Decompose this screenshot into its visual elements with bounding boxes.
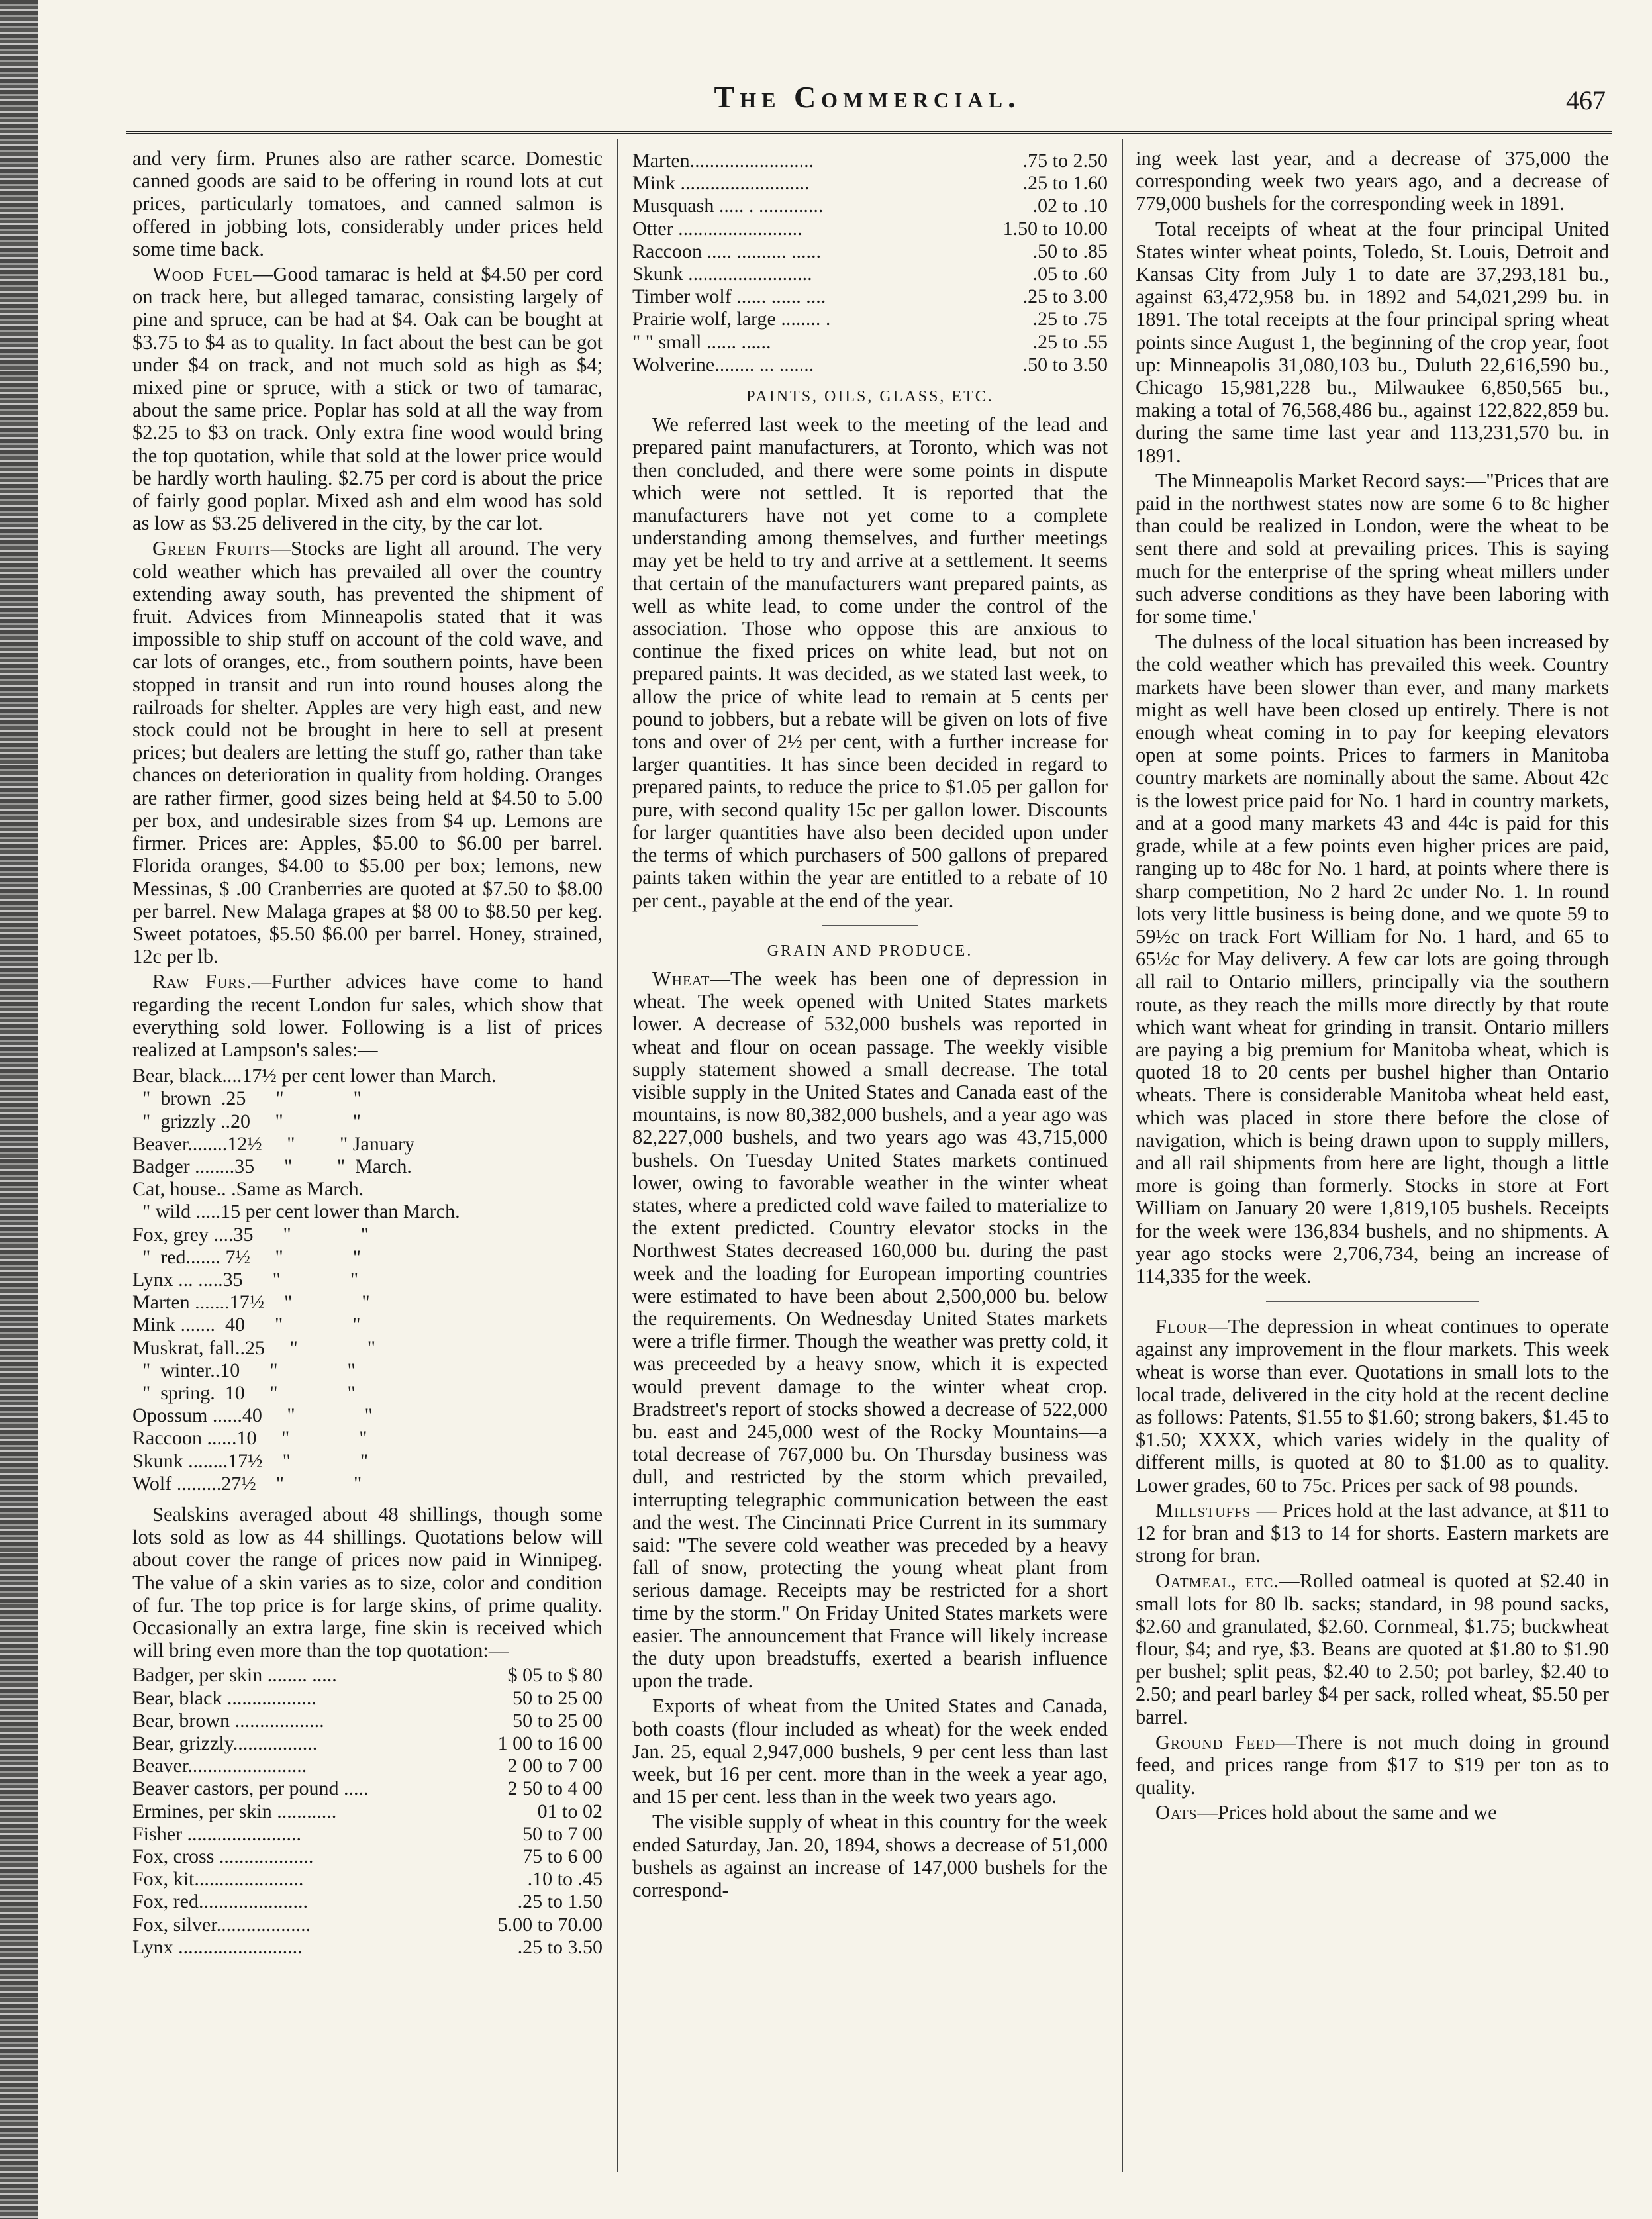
fur-price: 50 to 7 00 <box>522 1822 603 1845</box>
column-divider <box>617 139 618 2172</box>
fur-price-table <box>132 1664 603 1959</box>
price-row <box>632 263 1108 285</box>
paragraph-receipts: Total receipts of wheat at the four principal United States winter wheat points, Toledo, St. Louis, Detroit and Kansas City from July 1 to date are 37,293,181 bu., against 63,472,958 bu. in 1892 and 54,021,299 bu. in 1891. The total receipts at the four principal spring wheat points since August 1, the beginning of the crop year, foot up: Minneapolis 31,080,103 bu., Duluth 22,616,590 bu., Chicago 15,981,228 bu., Milwaukee 6,850,565 bu., making a total of 76,568,486 bu., against 122,822,859 bu. during the same time last year and 113,231,570 bu. in 1891. <box>1136 217 1609 467</box>
column-divider <box>1122 139 1123 2172</box>
section-lead: Wood Fuel <box>152 263 254 286</box>
price-row <box>632 331 1108 354</box>
fur-name: Marten......................... <box>632 150 814 172</box>
paragraph-text: —Stocks are light all around. The very cold weather which has prevailed all over the country extending away south, has prevented the shipment of fruit. Advices from Minneapolis stated that it was impossible to ship stuff on account of the cold wave, and car lots of oranges, etc., from southern points, have been stopped in transit and run into round houses along the railroads for shelter. Apples are very high east, and new stock could not be brought in here to sell at present prices; but dealers are letting the stuff go, rather than take chances on deterioration in quality from holding. Oranges are rather firmer, good sizes being held at $4.50 to 5.00 per box, and undesirable sizes from $4 up. Lemons are firmer. Prices are: Apples, $5.00 to $6.00 per barrel. Florida oranges, $4.00 to $5.00 per box; lemons, new Messinas, $ .00 Cranberries are quoted at $7.50 to $8.00 per barrel. New Malaga grapes at $8 00 to $8.50 per keg. Sweet potatoes, $5.50 $6.00 per barrel. Honey, strained, 12c per lb. <box>132 537 603 968</box>
fur-price: 5.00 to 70.00 <box>497 1913 603 1936</box>
fur-sale-row: Mink ....... 40 " " <box>132 1314 361 1336</box>
fur-name: Raccoon ..... .......... ...... <box>632 240 821 262</box>
fur-sale-row: " spring. 10 " " <box>132 1381 356 1404</box>
fur-sale-row: " red....... 7½ " " <box>132 1246 362 1268</box>
paragraph-sealskins: Sealskins averaged about 48 shillings, though some lots sold as low as 44 shillings. Quotations below will about cover the range of prices now paid in Winnipeg. The value of a skin varies as to size, color and condition of fur. The top price is for large skins, of prime quality. Occasionally an extra large, fine skin is received which will bring even more than the top quotation:— <box>132 1503 603 1662</box>
price-row <box>632 150 1108 172</box>
paragraph-text: — Prices hold at the last advance, at $11 to 12 for bran and $13 to 14 for shorts. Eastern markets are strong for bran. <box>1136 1499 1609 1567</box>
section-lead: Ground Feed <box>1155 1730 1276 1753</box>
paragraph-text: —The depression in wheat continues to operate against any improvement in the flour markets. This week wheat is worse than ever. Quotations in small lots to the local trade, delivered in the city hold at the recent decline as follows: Patents, $1.55 to $1.60; strong bakers, $1.45 to $1.50; XXXX, which varies widely in the quality of different mills, is quoted at 80 to $1.00 as to quality. Lower grades, 60 to 75c. Prices per sack of 98 pounds. <box>1136 1315 1610 1497</box>
fur-price: 1 00 to 16 00 <box>497 1732 603 1755</box>
fur-name: Beaver........................ <box>132 1755 307 1777</box>
fur-price: .25 to 3.00 <box>1022 285 1108 308</box>
fur-name: Bear, grizzly................. <box>132 1732 318 1755</box>
fur-name: Fisher ....................... <box>132 1822 301 1845</box>
price-row <box>632 285 1108 308</box>
fur-price: 50 to 25 00 <box>512 1709 603 1732</box>
price-row <box>132 1800 603 1823</box>
fur-sale-row: Wolf .........27½ " " <box>132 1472 362 1495</box>
masthead: The Commercial. <box>714 80 1021 114</box>
column-1 <box>132 147 603 1965</box>
paragraph-visible-supply: The visible supply of wheat in this country for the week ended Saturday, Jan. 20, 1894, shows a decrease of 51,000 bushels as against an increase of 147,000 bushels for the correspond- <box>632 1810 1108 1902</box>
fur-sale-row: " brown .25 " " <box>132 1087 362 1110</box>
page-header <box>122 72 1612 131</box>
paragraph: and very firm. Prunes also are rather scarce. Domestic canned goods are said to be offering in round lots at cut prices, particularly tomatoes, and canned salmon is offered in jobbing lots, considerably under prices held some time back. <box>132 147 603 260</box>
paragraph: ing week last year, and a decrease of 375,000 the corresponding week two years ago, and a decrease of 779,000 bushels for the corresponding week in 1891. <box>1136 147 1609 215</box>
fur-sale-row: " wild .....15 per cent lower than March. <box>132 1201 460 1223</box>
divider <box>822 925 918 926</box>
price-row <box>632 240 1108 263</box>
fur-name: Fox, kit...................... <box>132 1868 304 1891</box>
paragraph-oatmeal <box>1136 1569 1609 1728</box>
fur-price: 2 50 to 4 00 <box>507 1777 603 1800</box>
price-row <box>132 1755 603 1777</box>
paragraph-ground-feed <box>1136 1731 1609 1799</box>
paragraph-text: —Good tamarac is held at $4.50 per cord on track here, but alleged tamarac, consisting largely of pine and spruce, can be had at $4. Oak can be bought at $3.75 to $4 as to quality. In fact about the best can be got under $4 on track, and not much sold as high as $4; mixed pine or spruce, with a stick or two of tamarac, about the same price. Poplar has sold at all the way from $2.25 to $3 on track. Only extra fine wood would bring the top quotation, while that sold at the lower price would be hardly worth hauling. $2.75 per cord is about the price of fairly good poplar. Mixed ash and elm wood has sold as low as $3.25 delivered in the city, by the car lot. <box>132 263 603 535</box>
fur-sale-row: Badger ........35 " " March. <box>132 1155 412 1177</box>
price-row <box>132 1777 603 1800</box>
paragraph-paints: We referred last week to the meeting of the lead and prepared paint manufacturers, at Toronto, which was not then concluded, and there were some points in dispute which were not settled. It is reported that the manufacturers have not yet come to a complete understanding among themselves, and further meetings may yet be held to try and arrive at a settlement. It seems that certain of the manufacturers want prepared paints, as well as white lead, to come under the control of the association. Those who oppose this are anxious to continue the fixed prices on white lead, but not on prepared paints. It was decided, as we stated last week, to allow the price of white lead to remain at 5 cents per pound to jobbers, but a rebate will be given on lots of five tons and over of 2½ per cent, with a further increase for larger quantities. It has since been decided in regard to prepared paints, to reduce the price to $1.05 per gallon for pure, with second quality 15c per gallon lower. Discounts for larger quantities have also been decided upon under the terms of which purchasers of 500 gallons of prepared paints taken within the year are entitled to a rebate of 10 per cent., payable at the end of the year. <box>632 413 1108 912</box>
paragraph-green-fruits <box>132 537 603 967</box>
fur-sale-row: " winter..10 " " <box>132 1359 356 1381</box>
fur-name: Mink .......................... <box>632 172 810 195</box>
fur-price: .25 to 1.50 <box>517 1891 603 1913</box>
divider <box>1266 1301 1479 1302</box>
fur-price: $ 05 to $ 80 <box>507 1664 603 1687</box>
price-row <box>132 1664 603 1687</box>
paragraph-local-situation: The dulness of the local situation has been increased by the cold weather which has prevailed this week. Country markets have been slower than ever, and many markets might as well have been closed up entirely. There is not enough wheat coming in to pay for keeping elevators open at some points. Prices to farmers in Manitoba country markets are nominally about the same. About 42c is the lowest price paid for No. 1 hard in country markets, and at a good many markets 43 and 44c is paid for this grade, while at a few points even higher prices are paid, ranging up to 48c for No. 1 hard, at points where there is sharp competition, No 2 hard 2c under No. 1. In round lots very little business is being done, and we quote 59 to 59½c on track Fort William for No. 1 hard, and 65 to 65½c for May delivery. A few car lots are going through all rail to Ontario millers, principally via the southern route, as they reach the mills more directly by that route which want wheat for grinding in transit. Ontario millers are paying a big premium for Manitoba wheat, which is quoted 18 to 20 cents per bushel higher than Ontario wheats. There is considerable Manitoba wheat held east, which was placed in store there before the close of navigation, which is being drawn upon to supply millers, and all rail shipments from here are light, though a little more is going than formerly. Stocks in store at Fort William on January 20 were 1,819,105 bushels. Receipts for the week were 136,834 bushels, and no shipments. A year ago stocks were 2,706,734, being an increase of 114,335 for the week. <box>1136 630 1609 1287</box>
paragraph-wheat <box>632 967 1108 1693</box>
section-lead: Oatmeal, etc. <box>1155 1569 1280 1593</box>
fur-name: Bear, brown .................. <box>132 1709 324 1732</box>
fur-price: 1.50 to 10.00 <box>1002 217 1108 240</box>
fur-price: .05 to .60 <box>1032 263 1108 285</box>
paragraph-market-record: The Minneapolis Market Record says:—"Prices that are paid in the northwest states now are some 6 to 8c higher than could be realized in London, were the wheat to be sent there and sold at prevailing prices. This is saying much for the enterprise of the spring wheat millers under such adverse conditions as they have been laboring with for some time.' <box>1136 469 1609 628</box>
price-row <box>132 1687 603 1710</box>
fur-sale-row: " grizzly ..20 " " <box>132 1110 362 1132</box>
fur-price: .50 to .85 <box>1032 240 1108 262</box>
fur-name: Bear, black .................. <box>132 1687 316 1709</box>
fur-price-table-continued <box>632 150 1108 376</box>
page-number: 467 <box>1566 85 1606 115</box>
fur-sale-row: Lynx ... .....35 " " <box>132 1268 359 1291</box>
fur-price: .10 to .45 <box>527 1868 603 1891</box>
paragraph-text: —The week has been one of depression in wheat. The week opened with United States markets lower. A decrease of 532,000 bushels was reported in wheat and flour on ocean passage. The weekly visible supply statement showed a small decrease. The total visible supply in the United States and Canada east of the mountains, is now 80,382,000 bushels, and a year ago was 82,227,000 bushels, and two years ago was 43,715,000 bushels. On Tuesday United States markets continued lower, owing to favorable weather in the winter wheat states, where a predicted cold wave failed to materialize to the extent predicted. Country elevator stocks in the Northwest States decreased 160,000 bu. during the past week and the loading for European importing countries were estimated to have been about 2,500,000 bu. below the requirements. On Wednesday United States markets were a trifle firmer. Though the weather was pretty cold, it was preceeded by a heavy snow, which it is expected would prevent damage to the winter wheat crop. Bradstreet's report of stocks showed a decrease of 522,000 bu. east and 245,000 west of the Rocky Mountains—a total decrease of 767,000 bu. On Thursday business was dull, and restricted by the storm which prevailed, interrupting telegraphic communication between the east and the west. The Cincinnati Price Current in its summary said: "The severe cold weather was preceded by a heavy fall of snow, protecting the young wheat plant from serious damage. Receipts may be restricted for a short time by the storm." On Friday United States markets were easier. The announcement that France will likely increase the duty upon breadstuffs, exerted a bearish influence upon the trade. <box>632 967 1108 1693</box>
fur-sale-list <box>132 1065 603 1495</box>
price-row <box>132 1823 603 1846</box>
fur-name: Prairie wolf, large ........ . <box>632 308 831 330</box>
paragraph-text: .—Further advices have come to hand regarding the recent London fur sales, which show that everything sold lower. Following is a list of prices realized at Lampson's sales:— <box>132 970 603 1061</box>
paragraph-flour <box>1136 1315 1609 1497</box>
fur-sale-row: Marten .......17½ " " <box>132 1291 370 1314</box>
paragraph-wood-fuel <box>132 263 603 534</box>
price-row <box>132 1891 603 1913</box>
fur-price: .25 to .55 <box>1032 330 1108 353</box>
section-lead: Wheat <box>652 967 710 990</box>
paragraph-oats <box>1136 1801 1609 1824</box>
header-rule <box>126 131 1612 134</box>
fur-price: 2 00 to 7 00 <box>507 1755 603 1777</box>
binding-edge <box>0 0 38 2219</box>
fur-sale-row: Opossum ......40 " " <box>132 1405 373 1427</box>
fur-sale-row: Skunk ........17½ " " <box>132 1450 369 1472</box>
fur-name: Beaver castors, per pound ..... <box>132 1777 369 1800</box>
section-heading-paints: PAINTS, OILS, GLASS, ETC. <box>746 388 994 406</box>
fur-sale-row: Cat, house.. .Same as March. <box>132 1178 364 1201</box>
fur-price: .25 to 1.60 <box>1022 172 1108 195</box>
fur-price: 75 to 6 00 <box>522 1846 603 1868</box>
column-2 <box>632 147 1108 1904</box>
column-3 <box>1136 147 1609 1827</box>
price-row <box>132 1710 603 1732</box>
fur-name: Fox, red...................... <box>132 1891 308 1913</box>
section-lead: Flour <box>1155 1315 1208 1338</box>
fur-price: .25 to .75 <box>1032 308 1108 330</box>
fur-name: Skunk ......................... <box>632 263 812 285</box>
fur-sale-row: Muskrat, fall..25 " " <box>132 1336 375 1359</box>
price-row <box>132 1936 603 1959</box>
fur-name: Wolverine........ ... ....... <box>632 353 814 375</box>
fur-name: Otter ......................... <box>632 217 802 240</box>
price-row <box>632 354 1108 376</box>
fur-price: .50 to 3.50 <box>1022 353 1108 375</box>
fur-sale-row: Bear, black....17½ per cent lower than March. <box>132 1065 497 1087</box>
fur-name: Fox, cross ................... <box>132 1846 314 1868</box>
fur-name: Lynx ......................... <box>132 1936 303 1958</box>
fur-sale-row: Beaver........12½ " " January <box>132 1132 415 1155</box>
fur-price: .75 to 2.50 <box>1022 150 1108 172</box>
paragraph-text: —There is not much doing in ground feed, and prices range from $17 to $19 per ton as to quality. <box>1136 1730 1610 1799</box>
fur-name: Badger, per skin ........ ..... <box>132 1664 337 1687</box>
section-lead: Green Fruits <box>152 537 271 560</box>
fur-price: 50 to 25 00 <box>512 1687 603 1709</box>
price-row <box>632 308 1108 330</box>
paragraph-text: —Prices hold about the same and we <box>1197 1801 1497 1824</box>
paragraph-exports: Exports of wheat from the United States and Canada, both coasts (flour included as wheat) for the week ended Jan. 25, equal 2,947,000 bushels, 9 per cent less than last week, but 16 per cent. more than in the week a year ago, and 15 per cent. less than in the week two years ago. <box>632 1695 1108 1808</box>
fur-sale-row: Raccoon ......10 " " <box>132 1427 367 1450</box>
fur-price: .25 to 3.50 <box>517 1936 603 1958</box>
price-row <box>132 1914 603 1936</box>
paragraph-raw-furs <box>132 970 603 1061</box>
fur-price: 01 to 02 <box>537 1800 603 1822</box>
price-row <box>132 1868 603 1891</box>
fur-name: Ermines, per skin ............ <box>132 1800 337 1822</box>
section-lead: Oats <box>1155 1801 1198 1824</box>
section-heading-grain: GRAIN AND PRODUCE. <box>767 942 973 960</box>
fur-name: Musquash ..... . ............. <box>632 195 824 217</box>
paragraph-text: —Rolled oatmeal is quoted at $2.40 in small lots for 80 lb. sacks; standard, in 98 pound sacks, $2.60 and granulated, $2.60. Cornmeal, $1.75; buckwheat flour, $4; and rye, $3. Beans are quoted at $1.80 to $1.90 per bushel; split peas, $2.40 to 2.50; pot barley, $2.40 to 2.50; and pearl barley $4 per sack, rolled wheat, $5.50 per barrel. <box>1136 1569 1609 1728</box>
fur-name: Timber wolf ...... ...... .... <box>632 285 826 308</box>
price-row <box>132 1732 603 1755</box>
fur-sale-row: Fox, grey ....35 " " <box>132 1223 369 1246</box>
fur-name: Fox, silver................... <box>132 1913 311 1936</box>
price-row <box>632 172 1108 195</box>
price-row <box>632 218 1108 240</box>
price-row <box>132 1846 603 1868</box>
price-row <box>632 195 1108 217</box>
paragraph-millstuffs <box>1136 1499 1609 1567</box>
fur-name: " " small ...... ...... <box>632 330 771 353</box>
fur-price: .02 to .10 <box>1032 195 1108 217</box>
section-lead: Raw Furs <box>152 970 246 993</box>
section-lead: Millstuffs <box>1155 1499 1251 1522</box>
